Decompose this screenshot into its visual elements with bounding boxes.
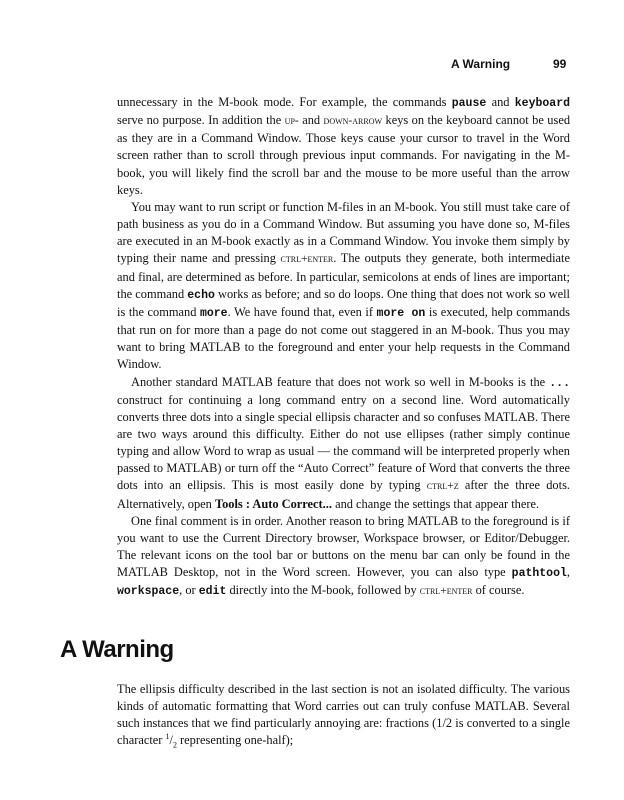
key-up: up-	[284, 115, 299, 128]
text-run: works as before; and so do loops. One thing that does not work so well is the command	[117, 286, 570, 319]
code-more-on: more on	[376, 306, 426, 320]
key-ctrl-enter: ctrl+enter	[280, 253, 334, 266]
text-run: , or	[179, 583, 199, 598]
running-header-title: A Warning	[451, 57, 511, 71]
section-heading: A Warning	[60, 636, 174, 663]
paragraph-4	[117, 513, 570, 601]
page-number: 99	[553, 57, 567, 71]
code-workspace: workspace	[117, 585, 180, 599]
text-run: serve no purpose. In addition the	[117, 113, 285, 128]
menu-path-tools-autocorrect: Tools : Auto Correct...	[214, 496, 332, 511]
paragraph-3	[117, 374, 570, 513]
text-run: directly into the M-book, followed by	[226, 583, 420, 598]
fraction-denominator: 2	[172, 740, 177, 750]
text-run: ,	[566, 565, 570, 580]
section-body	[117, 681, 570, 750]
code-echo: echo	[187, 288, 215, 302]
text-run: . We have found that, even if	[227, 304, 377, 319]
code-more: more	[199, 306, 228, 320]
key-ctrl-enter: ctrl+enter	[419, 585, 473, 598]
code-pause: pause	[451, 97, 487, 110]
code-pathtool: pathtool	[511, 567, 567, 581]
text-run: The ellipsis difficulty described in the last section is not an isolated difficulty. The various kinds of automatic formatting that Word carries out can truly confuse MATLAB. Several such instances that we find particularly annoying are: fractions (1/2 is converted to a single character	[117, 682, 570, 748]
text-run: You may want to run script or function M-files in an M-book. You still must take care of path business as you do in a Command Window. But assuming you have done so, M-files are executed in an M-book exactly as in a Command Window. You invoke them simply by typing their name and pressing	[117, 199, 570, 266]
key-down-arrow: down-arrow	[323, 115, 383, 128]
text-run: Another standard MATLAB feature that does not work so well in M-books is the	[131, 374, 550, 389]
text-run: . The outputs they generate, both intermediate and final, are determined as before. In particular, semicolons at ends of lines are important; the command	[117, 251, 570, 301]
paragraph-2	[117, 199, 570, 374]
key-ctrl-z: ctrl+z	[426, 480, 459, 493]
text-run: and change the settings that appear there.	[331, 496, 540, 511]
body-text	[117, 94, 570, 601]
text-run: and	[298, 113, 324, 128]
code-keyboard: keyboard	[514, 97, 570, 110]
text-run: after the three dots. Alternatively, open	[117, 478, 570, 511]
text-run: keys on the keyboard cannot be used as they are in a Command Window. Those keys cause your cursor to travel in the Word screen rather than to scroll through previous input commands. For navigating in the M-book, you will likely find the scroll bar and the mouse to be more useful than the arrow keys.	[117, 113, 571, 197]
text-run: and	[486, 95, 515, 109]
fraction-numerator: 1	[165, 732, 170, 742]
text-run: representing one-half);	[176, 733, 294, 748]
text-run: One final comment is in order. Another reason to bring MATLAB to the foreground is if you want to use the Current Directory browser, Workspace browser, or Editor/Debugger. The relevant icons on the tool bar or buttons on the menu bar can only be found in the MATLAB Desktop, not in the Word screen. However, you can also type	[117, 513, 570, 580]
fraction-slash: /	[169, 733, 173, 748]
text-run: unnecessary in the M-book mode. For example, the commands	[117, 95, 452, 109]
section-paragraph-1	[117, 681, 570, 750]
paragraph-1	[117, 94, 570, 199]
text-run: of course.	[472, 583, 525, 598]
code-ellipsis: ...	[549, 376, 570, 390]
text-run: construct for continuing a long command entry on a second line. Word automatically converts three dots into a single special ellipsis character and so confuses MATLAB. There are two ways around this difficulty. Either do not use ellipses (rather simply continue typing and allow Word to wrap as usual — the command will be interpreted properly when passed to MATLAB) or turn off the “Auto Correct” feature of Word that converts the three dots into an ellipsis. This is most easily done by typing	[117, 392, 570, 493]
text-run: is executed, help commands that run on for more than a page do not come out staggered in an M-book. Thus you may want to bring MATLAB to the foreground and enter your help requests in the Command Window.	[117, 304, 570, 372]
code-edit: edit	[198, 585, 227, 599]
